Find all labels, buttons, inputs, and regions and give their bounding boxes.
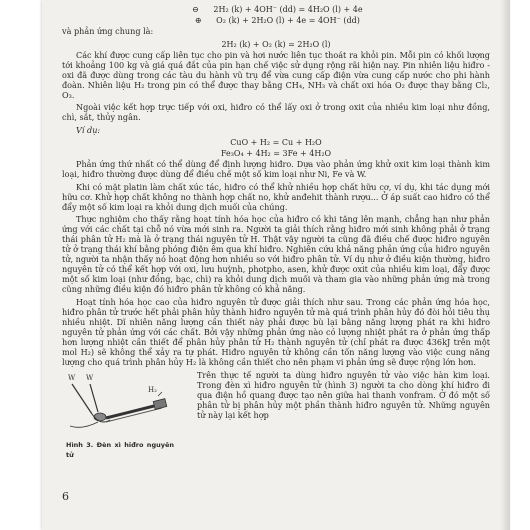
example-label: Ví dụ: — [76, 124, 101, 135]
equation-cathode-text: O₂ (k) + 2H₂O (l) + 4e = 4OH⁻ (dd) — [216, 16, 360, 25]
paragraph-overall-intro: và phản ứng chung là: — [62, 26, 154, 36]
paragraph-platinum-catalyst: Khi có mặt platin làm chất xúc tác, hiđro có thể khử nhiều hợp chất hữu cơ, ví dụ, khi tác dụng mới hữu cơ. Khử hợp chất không no thành hợp chất no, khử anđehit thành rượu... Ở áp suất cao hiđro có thể đẩy một số kim loại ra khỏi dung dịch muối của chúng. — [62, 181, 490, 212]
minus-sign-icon: ⊖ — [192, 5, 199, 14]
equation-example-iron: Fe₃O₄ + 4H₂ = 3Fe + 4H₂O — [220, 148, 332, 158]
page-number: 6 — [62, 490, 69, 503]
torch-figure — [62, 370, 174, 459]
label-w2: W — [86, 373, 94, 382]
equation-anode — [62, 4, 490, 15]
figure-caption: Hình 3. Đèn xì hiđro nguyên tử — [66, 440, 174, 459]
paragraph-oxide-reduction: Ngoài việc kết hợp trực tiếp với oxi, hiđro có thể lấy oxi ở trong oxit của nhiều kim loại như đồng, chì, sắt, thủy ngân. — [62, 102, 490, 123]
plus-sign-icon: ⊕ — [194, 16, 202, 25]
equation-cathode — [62, 15, 490, 26]
equation-example-copper: CuO + H₂ = Cu + H₂O — [230, 137, 322, 147]
book-page — [42, 0, 510, 530]
paragraph-welding: Trên thực tế người ta dùng hiđro nguyên tử vào việc hàn kim loại. Trong đèn xì hiđro nguyên tử (hình 3) người ta cho dòng khí hiđro đi qua điện hồ quang được tạo nên giữa hai thanh vonfram. Ở đó một số phân tử bị phân hủy một phần thành hiđro nguyên tử. Những nguyên tử này lại kết hợp — [197, 369, 490, 421]
equation-overall: 2H₂ (k) + O₂ (k) = 2H₂O (l) — [221, 39, 331, 49]
label-h2: H₂ — [148, 385, 157, 394]
page-content — [62, 4, 490, 458]
paragraph-metal-prep: Phản ứng thứ nhất có thể dùng để định lượng hiđro. Dựa vào phản ứng khử oxit kim loại thành kim loại, hiđro thường được dùng để điều chế một số kim loại như Ni, Fe và W. — [62, 158, 490, 179]
figure-block — [62, 370, 490, 458]
label-w1: W — [68, 373, 76, 382]
left-margin — [0, 0, 42, 530]
paragraph-fuel-cell: Các khí được cung cấp liên tục cho pin và hơi nước liên tục thoát ra khỏi pin. Mỗi pin có khối lượng tới khoảng 100 kg và giá quá đắt của pin hạn chế việc sử dụng rộng rãi hiện nay. Pin nhiên liệu hiđro - oxi đã được dùng trong các tàu du hành vũ trụ để vừa cung cấp điện vừa cung cấp nước cho phi hành đoàn. Nhiên liệu H₂ trong pin có thể được thay bằng CH₄, NH₃ và chất oxi hóa O₂ được thay bằng Cl₂, O₃. — [62, 49, 490, 100]
equation-anode-text: 2H₂ (k) + 4OH⁻ (dd) = 4H₂O (l) + 4e — [213, 5, 363, 14]
page-edge-shadow — [500, 0, 510, 530]
paragraph-reactivity-explanation: Hoạt tính hóa học cao của hiđro nguyên tử được giải thích như sau. Trong các phản ứng hóa học, hiđro phân tử trước hết phải phân hủy thành hiđro nguyên tử mà quá trình phân hủy đó đòi hỏi tiêu thụ nhiều nhiệt. Dĩ nhiên năng lượng cần thiết này phải được bù lại bằng năng lượng phát ra khi hiđro nguyên tử phản ứng với các chất. Bởi vậy những phản ứng nào có lượng nhiệt phát ra ở phản ứng thấp hơn lượng nhiệt cần thiết để phân hủy phân tử H₂ thành nguyên tử (chỉ phát ra được 436kJ trên một mol H₂) sẽ không thể xảy ra tự phát. Hiđro nguyên tử không cần tốn năng lượng vào việc cung năng lượng cho quá trình phân hủy H₂ là không cần thiết cho nên phạm vi phản ứng sẽ được rộng lớn hơn. — [62, 297, 490, 368]
paragraph-atomic-hydrogen: Thực nghiệm cho thấy rằng hoạt tính hóa học của hiđro có khi tăng lên mạnh, chẳng hạn như phản ứng với các chất tại chỗ nó vừa mới sinh ra. Người ta giải thích rằng hiđro mới sinh không phải ở trạng thái phân tử H₂ mà là ở trạng thái nguyên tử H. Thật vậy người ta cũng đã điều chế được hiđro nguyên tử ở trạng thái khí bằng phóng điện êm qua khí hiđro. Nghiên cứu khả năng phản ứng của hiđro nguyên tử, người ta nhận thấy nó hoạt động hơn nhiều so với hiđro phân tử. Ví dụ như ở điều kiện thường, hiđro nguyên tử có thể kết hợp với oxi, lưu huỳnh, photpho, asen, khử được oxit của nhiều kim loại, đẩy được một số kim loại (như đồng, bạc, chì) ra khỏi dung dịch muối và tham gia vào những phản ứng mà trong cũng những điều kiện đó hiđro phân tử không có khả năng. — [62, 214, 490, 295]
hydrogen-torch-icon — [62, 370, 174, 440]
